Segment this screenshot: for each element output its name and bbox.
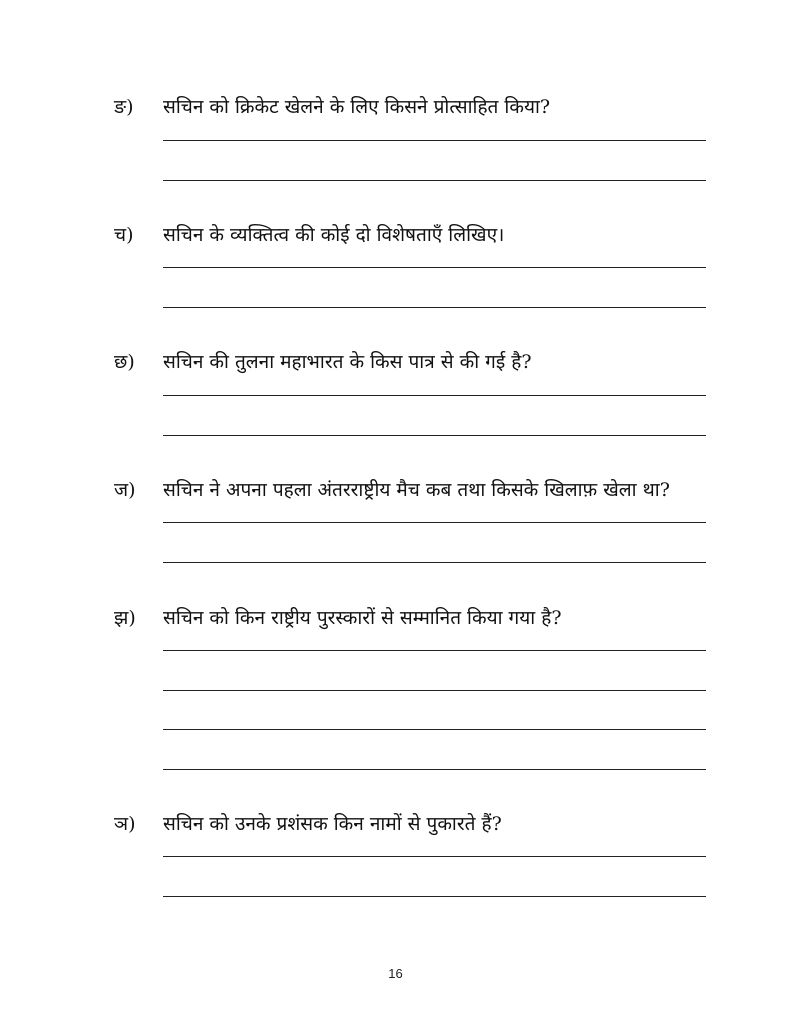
question-label: ज) [114, 479, 136, 501]
answer-line[interactable] [163, 856, 706, 857]
question-text: सचिन ने अपना पहला अंतरराष्ट्रीय मैच कब तथा किसके खिलाफ़ खेला था? [163, 479, 670, 501]
answer-line[interactable] [163, 522, 706, 523]
question-text: सचिन को क्रिकेट खेलने के लिए किसने प्रोत्साहित किया? [163, 96, 551, 118]
answer-line[interactable] [163, 562, 706, 563]
answer-line[interactable] [163, 180, 706, 181]
question-label: ङ) [114, 96, 134, 118]
question-label: झ) [114, 607, 136, 629]
question-label: च) [114, 224, 134, 246]
answer-line[interactable] [163, 729, 706, 730]
answer-line[interactable] [163, 395, 706, 396]
answer-line[interactable] [163, 896, 706, 897]
question-label: छ) [114, 351, 135, 373]
page-number: 16 [388, 966, 403, 981]
answer-line[interactable] [163, 690, 706, 691]
question-text: सचिन को उनके प्रशंसक किन नामों से पुकारते हैं? [163, 813, 502, 835]
answer-line[interactable] [163, 140, 706, 141]
answer-line[interactable] [163, 435, 706, 436]
question-text: सचिन की तुलना महाभारत के किस पात्र से की गई है? [163, 351, 532, 373]
answer-line[interactable] [163, 307, 706, 308]
answer-line[interactable] [163, 650, 706, 651]
question-text: सचिन को किन राष्ट्रीय पुरस्कारों से सम्मानित किया गया है? [163, 607, 562, 629]
question-text: सचिन के व्यक्तित्व की कोई दो विशेषताएँ लिखिए। [163, 224, 505, 246]
question-label: ञ) [114, 813, 136, 835]
answer-line[interactable] [163, 267, 706, 268]
answer-line[interactable] [163, 769, 706, 770]
